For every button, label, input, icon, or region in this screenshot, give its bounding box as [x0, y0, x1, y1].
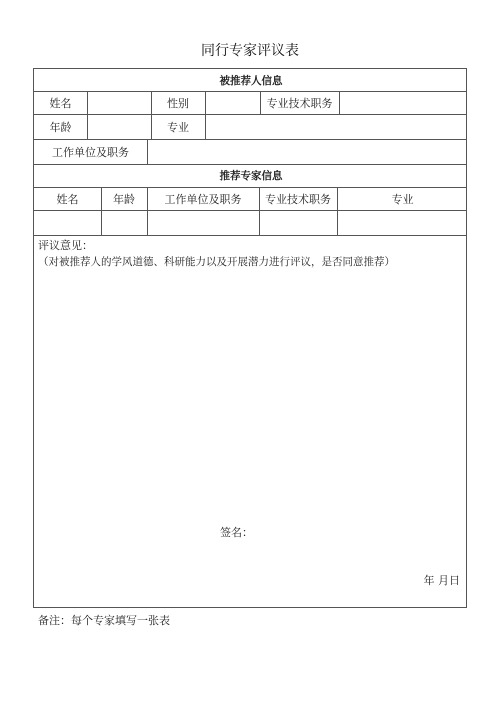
- comments-hint: （对被推荐人的学风道德、科研能力以及开展潜力进行评议，是否同意推荐）: [38, 256, 395, 268]
- nominee-title-label: 专业技术职务: [266, 96, 333, 110]
- nominee-name-field[interactable]: [87, 91, 151, 114]
- expert-title-header: 专业技术职务: [265, 192, 331, 206]
- nominee-workplace-label: 工作单位及职务: [52, 145, 129, 159]
- expert-workplace-field[interactable]: [147, 210, 259, 235]
- nominee-title-field[interactable]: [339, 91, 468, 114]
- expert-age-header: 年龄: [113, 192, 135, 206]
- expert-name-header: 姓名: [56, 192, 79, 206]
- nominee-major-label: 专业: [167, 120, 189, 134]
- nominee-workplace-field[interactable]: [147, 139, 468, 164]
- expert-title-field[interactable]: [259, 210, 337, 235]
- comments-label: 评议意见：: [38, 239, 93, 252]
- nominee-age-field[interactable]: [87, 114, 151, 139]
- expert-major-header: 专业: [391, 192, 414, 206]
- nominee-major-field[interactable]: [205, 114, 468, 139]
- footnote: 备注：每个专家填写一张表: [38, 614, 170, 627]
- nominee-section-title: 被推荐人信息: [219, 74, 283, 87]
- nominee-name-label: 姓名: [49, 96, 72, 110]
- row-divider: [34, 235, 466, 236]
- nominee-gender-label: 性别: [167, 96, 189, 110]
- expert-name-field[interactable]: [34, 210, 101, 235]
- expert-workplace-header: 工作单位及职务: [164, 192, 242, 206]
- expert-section-title: 推荐专家信息: [219, 170, 283, 182]
- expert-major-field[interactable]: [337, 210, 468, 235]
- nominee-gender-field[interactable]: [205, 91, 260, 114]
- date-label: 年 月日: [423, 574, 460, 587]
- comments-field[interactable]: [34, 274, 468, 514]
- signature-label: 签名：: [220, 526, 253, 539]
- nominee-age-label: 年龄: [49, 120, 72, 134]
- expert-age-field[interactable]: [101, 210, 147, 235]
- form-title: 同行专家评议表: [201, 43, 299, 59]
- review-form: [33, 68, 467, 608]
